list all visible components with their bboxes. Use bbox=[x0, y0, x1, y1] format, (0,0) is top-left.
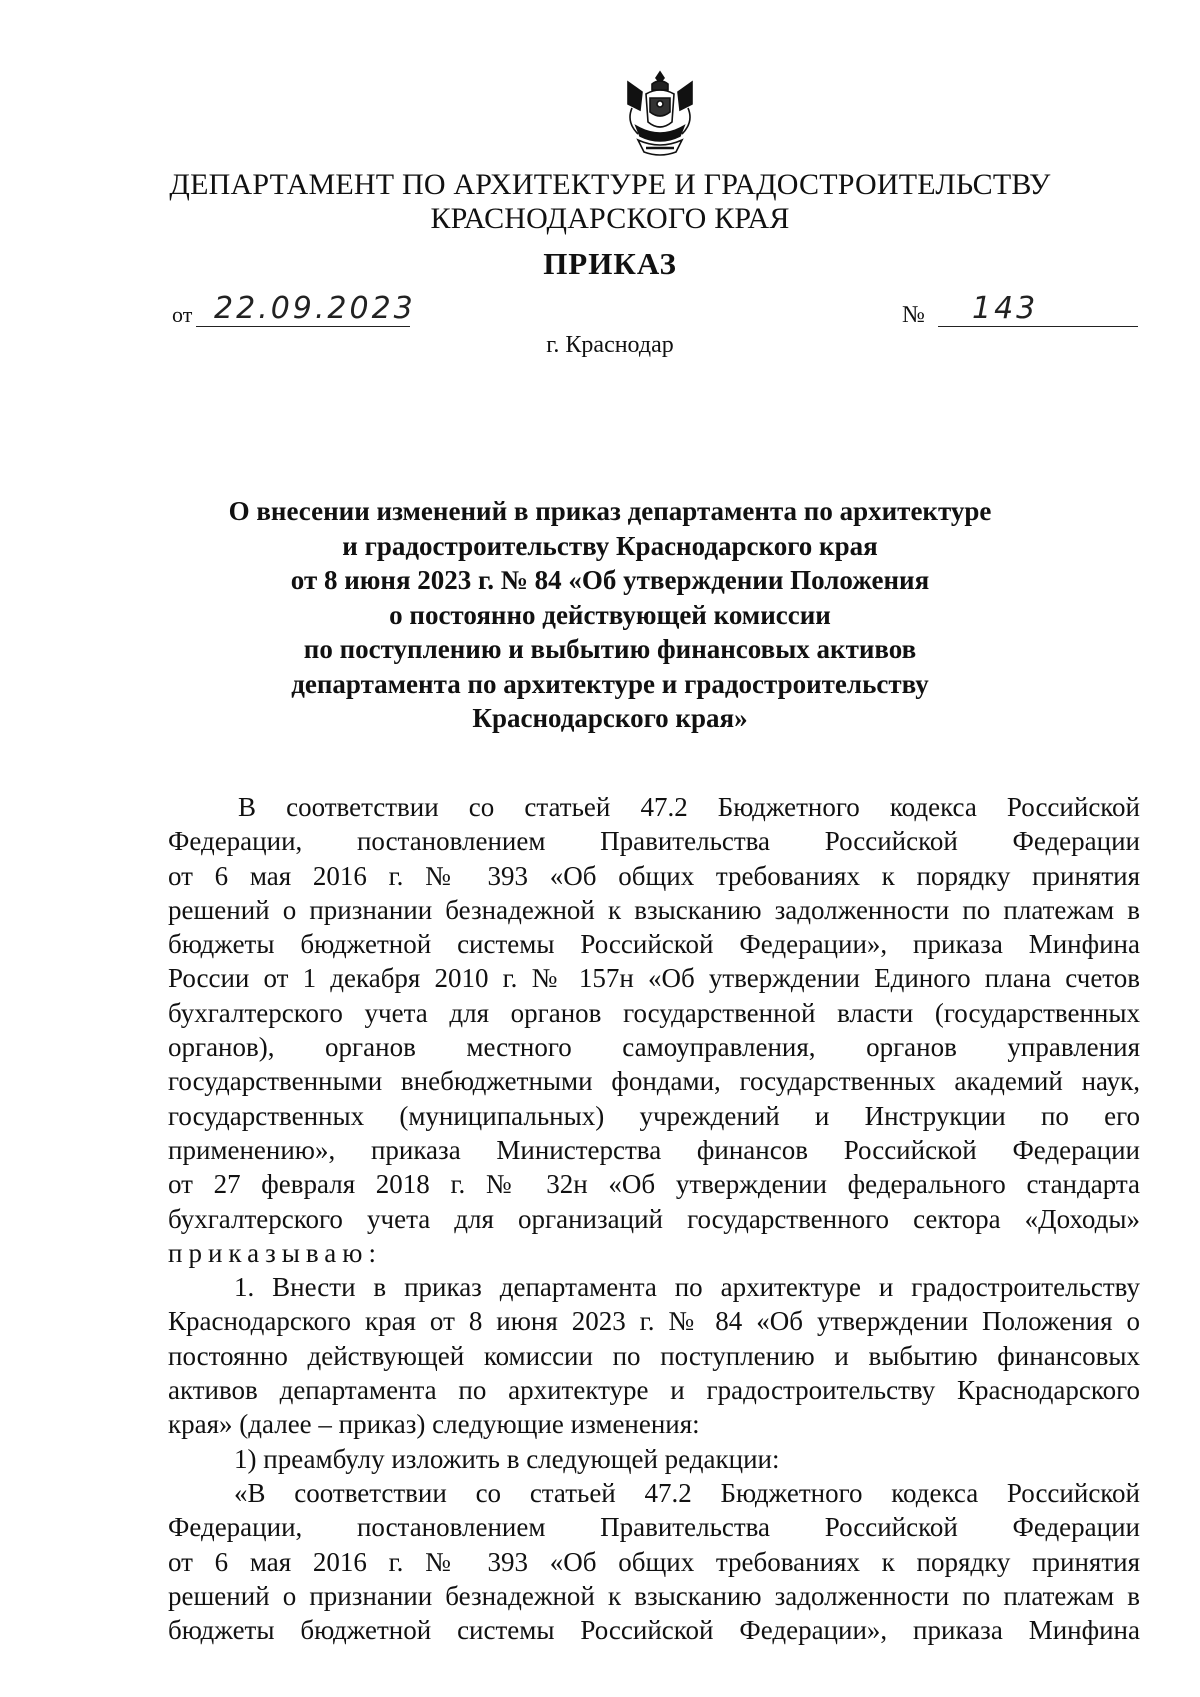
body-line: края» (далее – приказ) следующие изменения: bbox=[168, 1409, 700, 1440]
body-line: 1) преамбулу изложить в следующей редакции: bbox=[234, 1443, 780, 1474]
city-name: г. Краснодар bbox=[546, 332, 674, 358]
subject-line: о постоянно действующей комиссии bbox=[389, 599, 831, 630]
date-label: от bbox=[172, 302, 193, 327]
coat-of-arms-emblem bbox=[622, 68, 698, 160]
body-line: решений о признании безнадежной к взысканию задолженности по платежам в bbox=[168, 1580, 1140, 1611]
subject-line: Краснодарского края» bbox=[472, 703, 748, 733]
subject-line: по поступлению и выбытию финансовых активов bbox=[303, 634, 917, 664]
body-line: органов), органов местного самоуправления, органов управления bbox=[168, 1032, 1140, 1063]
body-line: бухгалтерского учета для организаций государственного сектора «Доходы» bbox=[168, 1203, 1140, 1234]
body-line: государственными внебюджетными фондами, государственных академий наук, bbox=[168, 1066, 1140, 1097]
body-line: от 6 мая 2016 г. № 393 «Об общих требованиях к порядку принятия bbox=[168, 860, 1140, 891]
number-underline bbox=[938, 326, 1138, 327]
order-subject bbox=[150, 494, 1070, 736]
body-line: бюджеты бюджетной системы Российской Федерации», приказа Минфина bbox=[168, 929, 1140, 960]
body-line: Федерации, постановлением Правительства Российской Федерации bbox=[168, 1512, 1140, 1543]
body-line: России от 1 декабря 2010 г. № 157н «Об утверждении Единого плана счетов bbox=[168, 963, 1140, 994]
body-line: Краснодарского края от 8 июня 2023 г. № 84 «Об утверждении Положения о bbox=[168, 1306, 1140, 1337]
subject-line: О внесении изменений в приказ департамента по архитектуре bbox=[228, 496, 992, 526]
body-line: государственных (муниципальных) учреждений и Инструкции по его bbox=[168, 1100, 1140, 1131]
department-name-line2: КРАСНОДАРСКОГО КРАЯ bbox=[430, 202, 790, 235]
body-line: бухгалтерского учета для органов государственной власти (государственных bbox=[168, 997, 1140, 1028]
date-underline bbox=[196, 326, 410, 327]
subject-line: и градостроительству Краснодарского края bbox=[342, 530, 878, 561]
body-line: 1. Внести в приказ департамента по архитектуре и градостроительству bbox=[234, 1272, 1140, 1303]
body-line: «В соответствии со статьей 47.2 Бюджетного кодекса Российской bbox=[234, 1477, 1140, 1508]
subject-line: от 8 июня 2023 г. № 84 «Об утверждении Положения bbox=[290, 565, 930, 595]
document-type-title: ПРИКАЗ bbox=[543, 246, 677, 281]
department-name-line1: ДЕПАРТАМЕНТ ПО АРХИТЕКТУРЕ И ГРАДОСТРОИТЕЛЬСТВУ bbox=[169, 168, 1051, 201]
body-line: применению», приказа Министерства финансов Российской Федерации bbox=[168, 1134, 1140, 1165]
body-line: В соответствии со статьей 47.2 Бюджетного кодекса Российской bbox=[238, 792, 1140, 822]
body-line: решений о признании безнадежной к взысканию задолженности по платежам в bbox=[168, 894, 1140, 925]
handwritten-date: 22.09.2023 bbox=[214, 291, 416, 326]
body-line: Федерации, постановлением Правительства Российской Федерации bbox=[168, 826, 1140, 857]
handwritten-number: 143 bbox=[972, 291, 1039, 326]
subject-line: департамента по архитектуре и градостроительству bbox=[291, 668, 929, 699]
number-label: № bbox=[902, 302, 925, 328]
body-line-orders: приказываю: bbox=[168, 1237, 382, 1268]
body-line: от 27 февраля 2018 г. № 32н «Об утверждении федерального стандарта bbox=[168, 1169, 1140, 1200]
body-line: бюджеты бюджетной системы Российской Федерации», приказа Минфина bbox=[168, 1615, 1140, 1646]
body-line: активов департамента по архитектуре и градостроительству Краснодарского bbox=[168, 1375, 1140, 1406]
body-line: постоянно действующей комиссии по поступлению и выбытию финансовых bbox=[168, 1340, 1140, 1371]
order-body-text bbox=[168, 790, 1140, 1647]
body-line: от 6 мая 2016 г. № 393 «Об общих требованиях к порядку принятия bbox=[168, 1546, 1140, 1577]
